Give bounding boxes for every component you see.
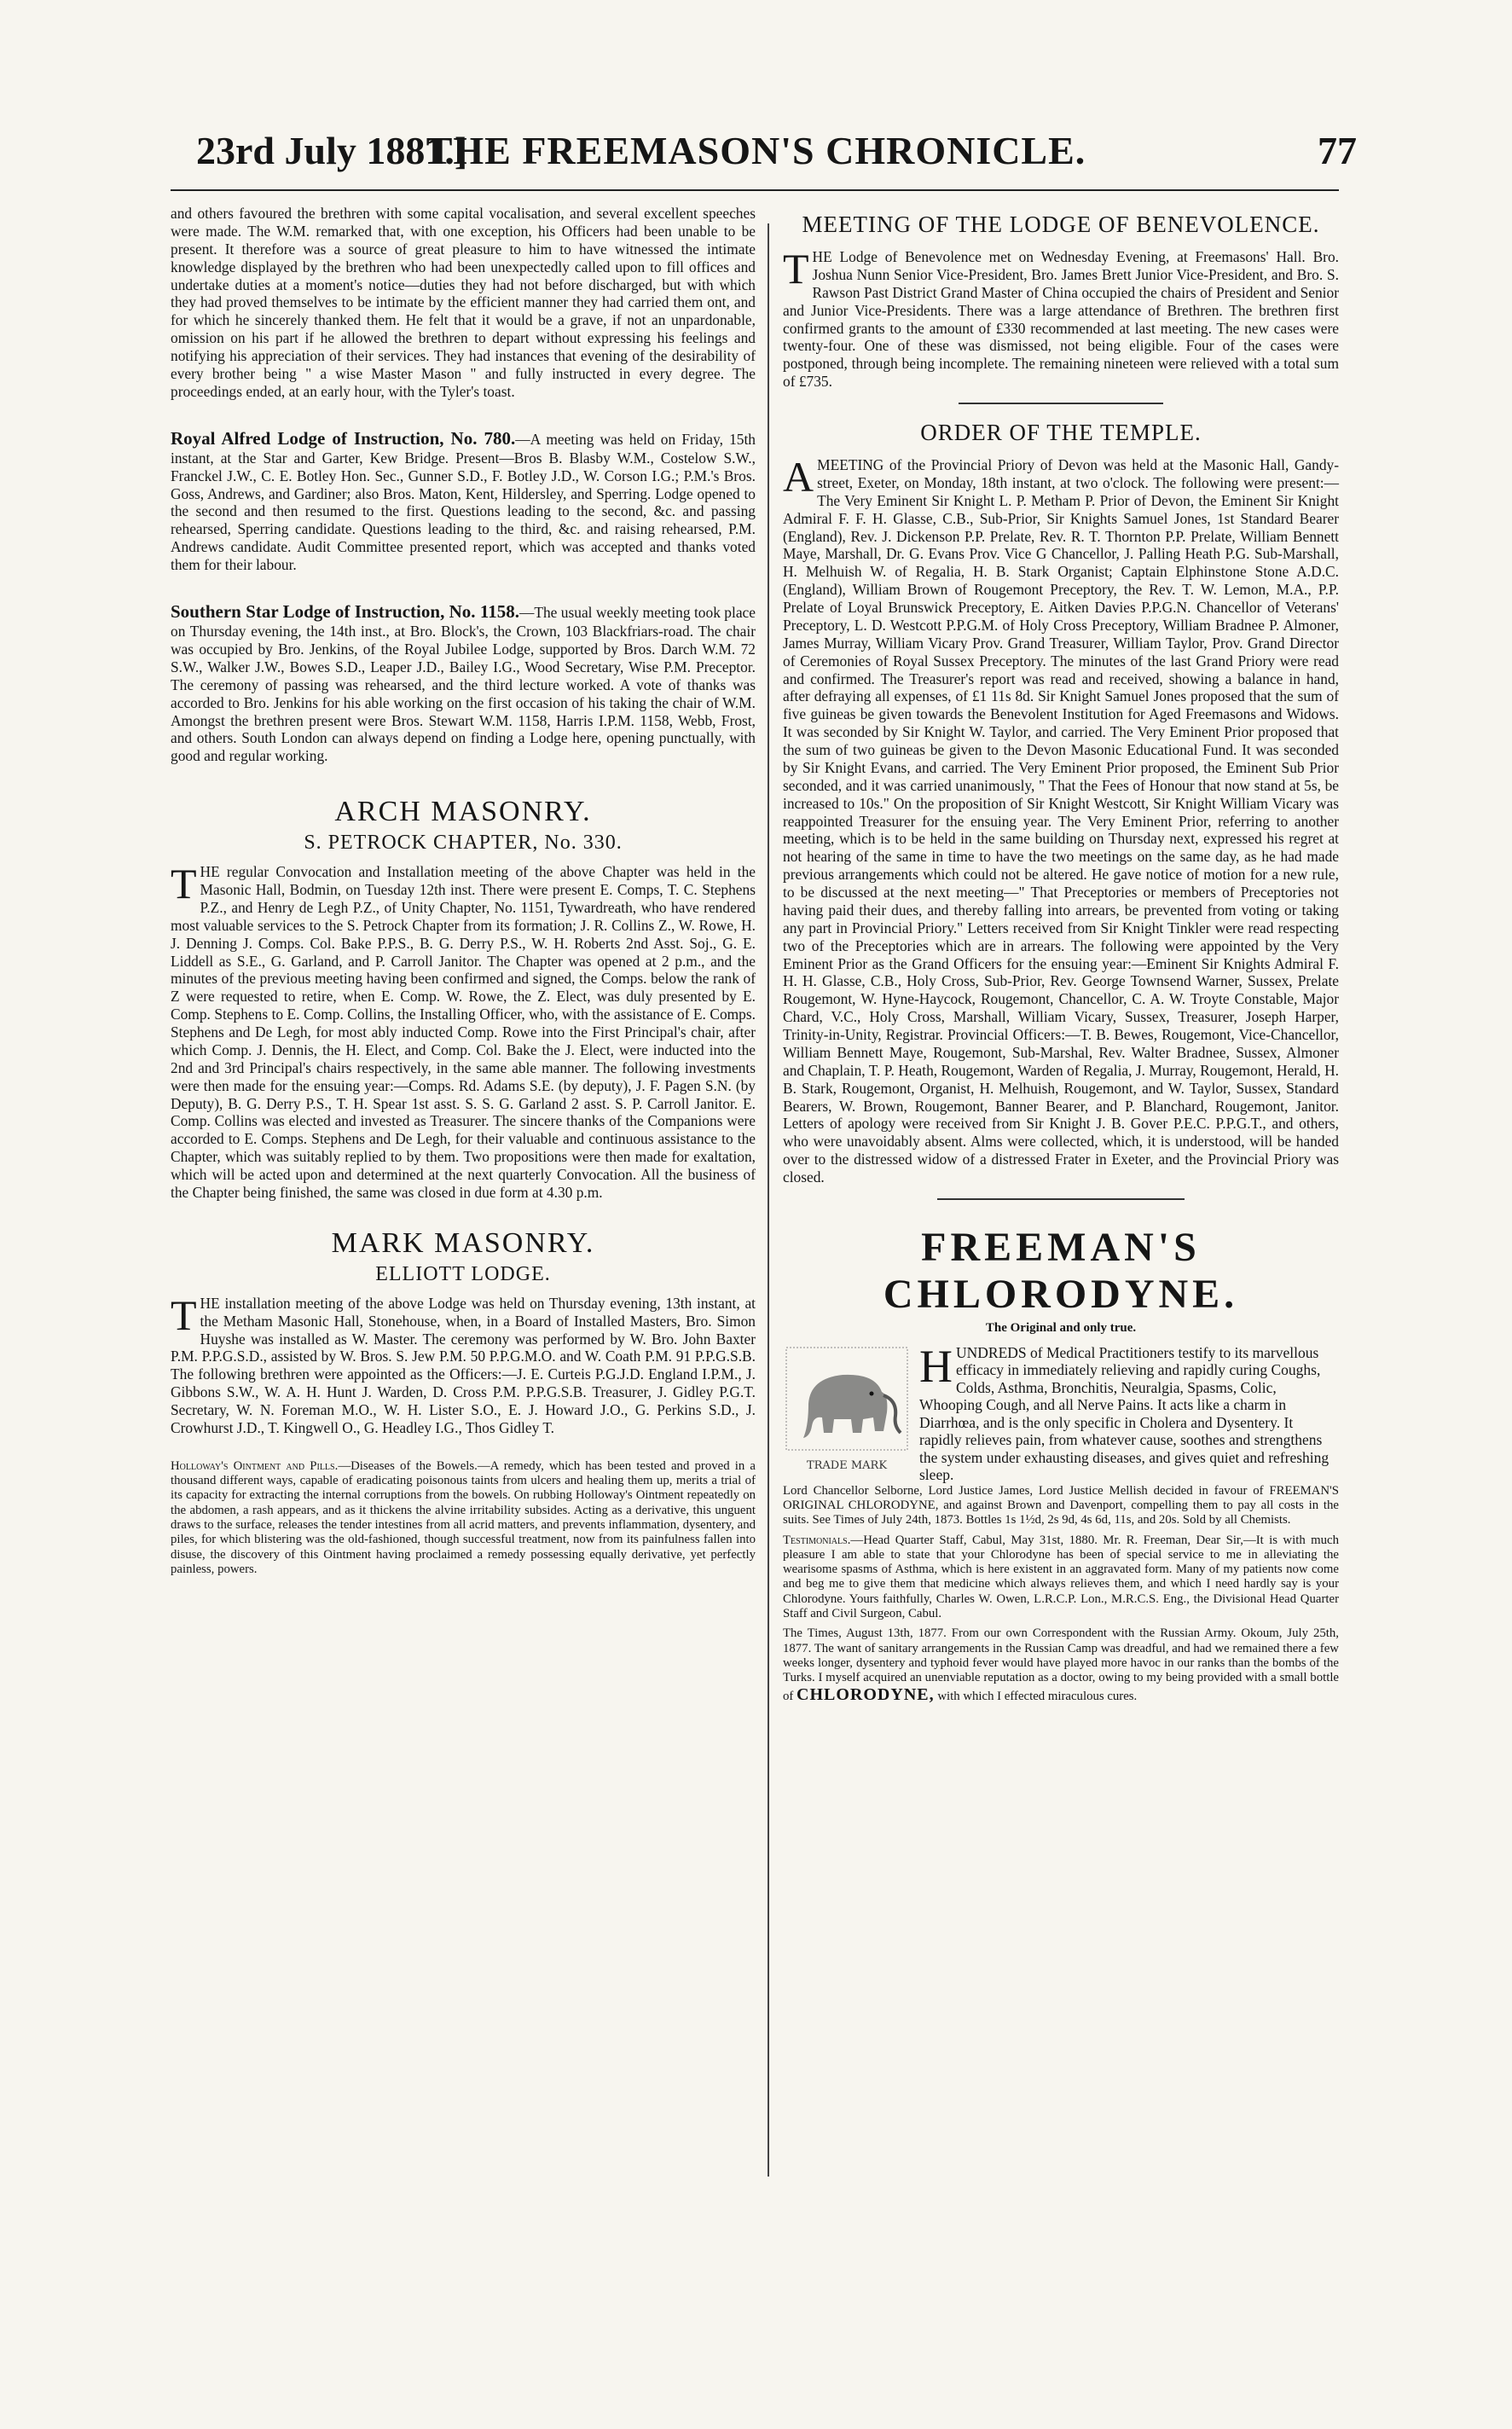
arch-masonry-text: HE regular Convocation and Installation meeting of the above Chapter was held in the Masonic Hall, Bodmin, on Tuesday 12th inst. There were present E. Comps, T. C. Stephens P.Z., and Henry de Legh P.Z., of Unity Chapter, No. 1151, Tywardreath, who have rendered most valuable services to the S. Petrock Chapter from its formation; J. R. Collins Z., W. Rowe, H. J. Denning J. Comps. Col. Bake P.P.S., B. G. Derry P.S., W. H. Roberts 2nd Asst. Soj., G. E. Liddell as S.E., G. Garland, and P. Carroll Janitor. The Chapter was opened at 2 p.m., and the minutes of the previous meeting having been confirmed and signed, the Comps. below the rank of Z were requested to retire, when E. Comp. W. Rowe, the Z. Elect, was duly presented by E. Comp. Stephens to E. Comp. Collins, the Installing Officer, who, with the assistance of E. Comps. Stephens and De Legh, for most ably inducted Comp. Rowe into the First Principal's chair, after which Comp. J. Dennis, the H. Elect, and Comp. Col. Bake the J. Elect, were inducted into the 2nd and 3rd Principal's chairs respectively, in the same able manner. The following investments were then made for the ensuing year:—Comps. Rd. Adams S.E. (by deputy), J. F. Pagen S.N. (by Deputy), B. G. Derry P.S., T. H. Spear 1st asst. S. S. G. Garland 2 asst. S. P. Carroll Janitor. E. Comp. Collins was elected and invested as Treasurer. The sincere thanks of the Companions were accorded to E. Comps. Stephens and De Legh, for their valuable and continuous assistance to the Chapter, which was suitably replied to by them. Two propositions were then made for exaltation, which will be acted upon and determined at the next quarterly Convocation. All the business of the Chapter being finished, the same was closed in due form at 4.30 p.m.	[171, 863, 756, 1201]
trade-mark-label: TRADE MARK	[806, 1458, 888, 1472]
times-text: The Times, August 13th, 1877. From our own Correspondent with the Russian Army. Okoum, July 25th, 1877. The want of sanitary arrangements in the Russian Camp was dreadful, and had we remained there a few weeks longer, dysentery and typhoid fever would have played more havoc in our ranks than the bombs of the Turks. I myself acquired an unenviable reputation as a doctor, owing to my being provided with a small bottle of	[783, 1626, 1339, 1704]
southern-star-text: —The usual weekly meeting took place on Thursday evening, the 14th inst., at Bro. Block's, the Crown, 103 Blackfriars-road. The chair was occupied by Bro. Jenkins, of the Royal Jubilee Lodge, supported by Bros. Darch W.M. 72 S.W., Walker J.W., Bowes S.D., Leaper J.D., Bailey I.G., Wood Secretary, Wise P.M. Preceptor. The ceremony of passing was rehearsed, and the third lecture worked. A vote of thanks was accorded to Bro. Jenkins for his able working on the first occasion of his taking the chair of W.M. Amongst the brethren present were Bros. Stewart W.M. 1158, Harris I.P.M. 1158, Webb, Frost, and others. South London can always depend on finding a Lodge here, opening punctually, with good and regular working.	[171, 603, 756, 765]
page-header	[0, 0, 1512, 205]
chlorodyne-emphasis: CHLORODYNE,	[797, 1685, 935, 1705]
testimonials-heading: Testimonials.	[783, 1533, 851, 1547]
southern-star-report	[171, 601, 756, 765]
left-column	[171, 205, 756, 2429]
temple-title: ORDER OF THE TEMPLE.	[920, 420, 1202, 445]
times-closing: with which I effected miraculous cures.	[937, 1690, 1138, 1704]
royal-alfred-text: —A meeting was held on Friday, 15th instant, at the Star and Garter, Kew Bridge. Present—Bros B. Blasby W.M., Costelow S.W., Franckel J.W., C. E. Botley Hon. Sec., Gunner S.D., F. Botley J.D., W. Corson I.G.; P.M.'s Bros. Goss, Andrews, and Gardiner; also Bros. Maton, Kent, Hildersley, and Sperring. Lodge opened to the second and then resumed to the first. Questions leading to the second, &c. and passing rehearsed, Sperring candidate. Questions leading to the third, &c. and raising rehearsed, P.M. Andrews candidate. Audit Committee presented report, which was accepted and thanks voted them for their labour.	[171, 430, 756, 574]
temple-text: MEETING of the Provincial Priory of Devon was held at the Masonic Hall, Gandy-street, Exeter, on Monday, 18th instant, at two o'clock. The following were present:—The Very Eminent Sir Knight L. P. Metham P. Prior of Devon, the Eminent Sir Knight Admiral F. F. H. Glasse, C.B., Sub-Prior, Sir Knights Samuel Jones, 1st Standard Bearer (England), Rev. J. Dickenson P.P. Prelate, Rev. R. T. Thornton P.P. Prelate, William Bennett Maye, Marshall, Dr. G. Evans Prov. Vice G Chancellor, J. Palling Heath P.G. Sub-Marshall, H. Melhuish W. of Regalia, H. B. Stark Organist; Captain Elphinstone Stone A.D.C. (England), William Brown of Rougemont Preceptory, the Rev. T. W. Lemon, M.A., P.P. Prelate of Loyal Brunswick Preceptory, E. Aitken Davies P.P.G.N. Chancellor of Veterans' Preceptory, L. D. Westcott P.P.G.M. of Holy Cross Preceptory, William Bradnee P. Almoner, James Murray, William Vicary Prov. Grand Treasurer, William Taylor, Prov. Grand Director of Ceremonies of Royal Sussex Preceptory. The minutes of the last Grand Priory were read and confirmed. The Treasurer's report was read and received, showing a balance in hand, after defraying all expenses, of £1 11s 8d. Sir Knight Samuel Jones proposed that the sum of five guineas be given towards the Benevolent Institution for Aged Freemasons and Widows. It was seconded by Sir Knight W. Taylor, and carried. The Very Eminent Prior proposed that the sum of two guineas be given to the Devon Masonic Educational Fund. It was seconded by Sir Knight Evans, and carried. The Very Eminent Prior proposed, the Eminent Sub Prior seconded, and it was carried unanimously, " That the Fees of Honour that now stand at 5s, be increased to 10s." On the proposition of Sir Knight Westcott, Sir Knight William Vicary was reappointed Treasurer for the ensuing year. The Very Eminent Prior, referring to another meeting, which is to be held in the same building on Thursday next, expressed his regret at not hearing of the same in time to have the two meetings on the same day, as he had made previous arrangements which could not be altered. He gave notice of motion for a new rule, to be discussed at the next meeting—" That Preceptories or members of Preceptories not having paid their dues, and thereby falling into arrears, be prevented from voting or taking any part in Provincial Priory." Letters received from Sir Knight Tinkler were read respecting two of the Preceptories which are in arrears. The following were appointed by the Very Eminent Prior as the Grand Officers for the ensuing year:—Eminent Sir Knights Admiral F. H. H. Glasse, C.B., Holy Cross, Sub-Prior, Rev. George Townsend Warner, Sussex, Prelate Rougemont, W. Hyne-Haycock, Rougemont, Chancellor, C. A. W. Troyte Constable, Major Chard, V.C., Holy Cross, Marshall, William Vicary, Sussex, Treasurer, Joseph Harper, Trinity-in-Unity, Registrar. Provincial Officers:—T. B. Bewes, Rougemont, Vice-Chancellor, William Bennett Maye, Rougemont, Sub-Marshal, Rev. Walter Bradnee, Sussex, Almoner and Chaplain, T. P. Heath, Rougemont, Warden of Regalia, J. Murray, Rougemont, Herald, H. B. Stark, Rougemont, Organist, H. Melhuish, Rougemont, and W. Taylor, Sussex, Standard Bearers, W. Brown, Rougemont, Banner Bearer, and P. Blanchard, Rougemont, Janitor. Letters of apology were received from Sir Knight J. B. Gover P.E.C. P.P.G.T., and others, who were unavoidably absent. Alms were collected, which, it is understood, will be handed over to the distressed widow of a distressed Frater in Exeter, and the Provincial Priory was closed.	[783, 456, 1339, 1186]
section-rule	[937, 1198, 1185, 1200]
holloway-advertisement	[171, 1459, 756, 1577]
chancellor-decision: Lord Chancellor Selborne, Lord Justice James, Lord Justice Mellish decided in favour of FREEMAN'S ORIGINAL CHLORODYNE, and against Brown and Davenport, compelling them to pay all costs in the suits. See Times of July 24th, 1873. Bottles 1s 1½d, 2s 9d, 4s 6d, 11s, and 20s. Sold by all Chemists.	[783, 1483, 1339, 1528]
drop-cap: T	[171, 1290, 197, 1339]
right-column	[783, 205, 1339, 2429]
publication-title: THE FREEMASON'S CHRONICLE.	[426, 129, 1086, 172]
continued-article: and others favoured the brethren with some capital vocalisation, and several excellent speeches were made. The W.M. remarked that, with one exception, his Officers had been unable to be present. It therefore was a source of great pleasure to him to have witnessed the intimate knowledge displayed by the brethren who had been unexpectedly called upon to fill offices and undertake duties at a moment's notice—duties they had not before discharged, but with which they had proved themselves to be intimate by the efficient manner they had carried them ont, and for which he sincerely thanked them. He felt that it would be a grave, if not an unpardonable, omission on his part if he allowed the brethren to depart without expressing his feelings and notifying his appreciation of their services. They had instances that evening of the desirability of every brother being " a wise Master Mason " and fully instructed in every degree. The proceedings ended, at an early hour, with the Tyler's toast.	[171, 205, 756, 400]
header-rule	[171, 189, 1339, 191]
times-testimonial	[783, 1626, 1339, 1706]
column-divider	[768, 223, 769, 2177]
issue-date: 23rd July 1881.]	[196, 129, 468, 172]
mark-masonry-text: HE installation meeting of the above Lodge was held on Thursday evening, 13th instant, at the Metham Masonic Hall, Stonehouse, when, in a Board of Installed Masters, Bro. Simon Huyshe was installed as W. Master. The ceremony was performed by W. Bro. John Baxter P.M. P.P.G.S.D., assisted by W. Bros. S. Jew P.M. 50 P.P.G.M.O. and W. Coath P.M. 91 P.P.G.S.B. The following brethren were appointed as the Officers:—J. E. Curteis P.G.J.D. England I.P.M., J. Gibbons S.W., W. A. H. Hunt J. Warden, D. Cross P.M. P.P.G.S.B. Treasurer, J. Gidley P.G.T. Secretary, W. N. Foreman M.O., W. H. Lister S.O., E. J. Howard J.O., G. Perkins S.D., J. Crowhurst J.D., T. Kingwell O., G. Headley I.G., Thos Gidley T.	[171, 1294, 756, 1436]
chlorodyne-title: FREEMAN'S CHLORODYNE.	[883, 1224, 1239, 1317]
petrock-chapter-subtitle: S. PETROCK CHAPTER, No. 330.	[304, 832, 623, 855]
holloway-heading: Holloway's Ointment and Pills.	[171, 1458, 339, 1473]
holloway-text: —Diseases of the Bowels.—A remedy, which has been tested and proved in a thousand different ways, capable of eradicating poisonous taints from ulcers and healing them up, merits a trial of its capacity for extracting the internal corruptions from the bowels. On rubbing Holloway's Ointment repeatedly on the abdomen, a rash appears, and as it thickens the alvine irritability subsides. Acting as a derivative, this unguent draws to the surface, releases the tender intestines from all acrid matters, and prevents inflammation, dysentery, and piles, for which blistering was the old-fashioned, though successful treatment, now from its painfulness fallen into disuse, the discovery of this Ointment having proclaimed a remedy possessing equally derivative, yet perfectly painless, powers.	[171, 1458, 756, 1576]
chlorodyne-intro	[783, 1340, 1339, 1484]
section-rule	[959, 403, 1163, 404]
chlorodyne-intro-text	[919, 1340, 1339, 1484]
drop-cap: H	[919, 1340, 953, 1392]
arch-masonry-article	[171, 860, 756, 1202]
drop-cap: A	[783, 453, 814, 501]
temple-article	[783, 453, 1339, 1186]
royal-alfred-heading: Royal Alfred Lodge of Instruction, No. 780.	[171, 427, 516, 449]
elephant-trademark-icon	[783, 1344, 911, 1479]
benevolence-title: MEETING OF THE LODGE OF BENEVOLENCE.	[802, 212, 1320, 237]
mark-masonry-title: MARK MASONRY.	[331, 1226, 595, 1259]
drop-cap: T	[783, 245, 809, 293]
southern-star-heading: Southern Star Lodge of Instruction, No. 1158.	[171, 600, 519, 622]
page-number: 77	[1318, 129, 1357, 172]
benevolence-article	[783, 245, 1339, 391]
mark-masonry-article	[171, 1290, 756, 1437]
testimonials-text: —Head Quarter Staff, Cabul, May 31st, 1880. Mr. R. Freeman, Dear Sir,—It is with much pleasure I am able to state that your Chlorodyne has been of special service to me in alleviating the wearisome spasms of Asthma, which is here existent in an aggravated form. Many of my patients now come and beg me to give them that medicine which always relieves them, and which I need hardly say is your Chlorodyne. Yours faithfully, Charles W. Owen, L.R.C.P. Lon., M.R.C.S. Eng., the Divisional Head Quarter Staff and Civil Surgeon, Cabul.	[783, 1533, 1339, 1620]
drop-cap: T	[171, 860, 197, 908]
testimonials	[783, 1533, 1339, 1622]
arch-masonry-title: ARCH MASONRY.	[334, 796, 592, 828]
royal-alfred-report	[171, 428, 756, 574]
benevolence-text: HE Lodge of Benevolence met on Wednesday Evening, at Freemasons' Hall. Bro. Joshua Nunn Senior Vice-President, Bro. James Brett Junior Vice-President, and Bro. S. Rawson Past District Grand Master of China occupied the chairs of President and Senior and Junior Vice-Presidents. There was a large attendance of Brethren. The brethren first confirmed grants to the amount of £330 recommended at last meeting. The new cases were twenty-four. One of these was dismissed, not being eligible. Four of the cases were postponed, through being incomplete. The remaining nineteen were relieved with a total sum of £735.	[783, 248, 1339, 391]
chlorodyne-tagline: The Original and only true.	[985, 1320, 1137, 1335]
chlorodyne-intro-body: UNDREDS of Medical Practitioners testify to its marvellous efficacy in immediately relieving and rapidly curing Coughs, Colds, Asthma, Bronchitis, Neuralgia, Spasms, Colic, Whooping Cough, and all Nerve Pains. It acts like a charm in Diarrhœa, and is the only specific in Cholera and Dysentery. It rapidly relieves pain, from whatever cause, soothes and strengthens the system under exhausting diseases, and gives quiet and refreshing sleep.	[919, 1343, 1330, 1484]
elliott-lodge-subtitle: ELLIOTT LODGE.	[375, 1262, 551, 1285]
